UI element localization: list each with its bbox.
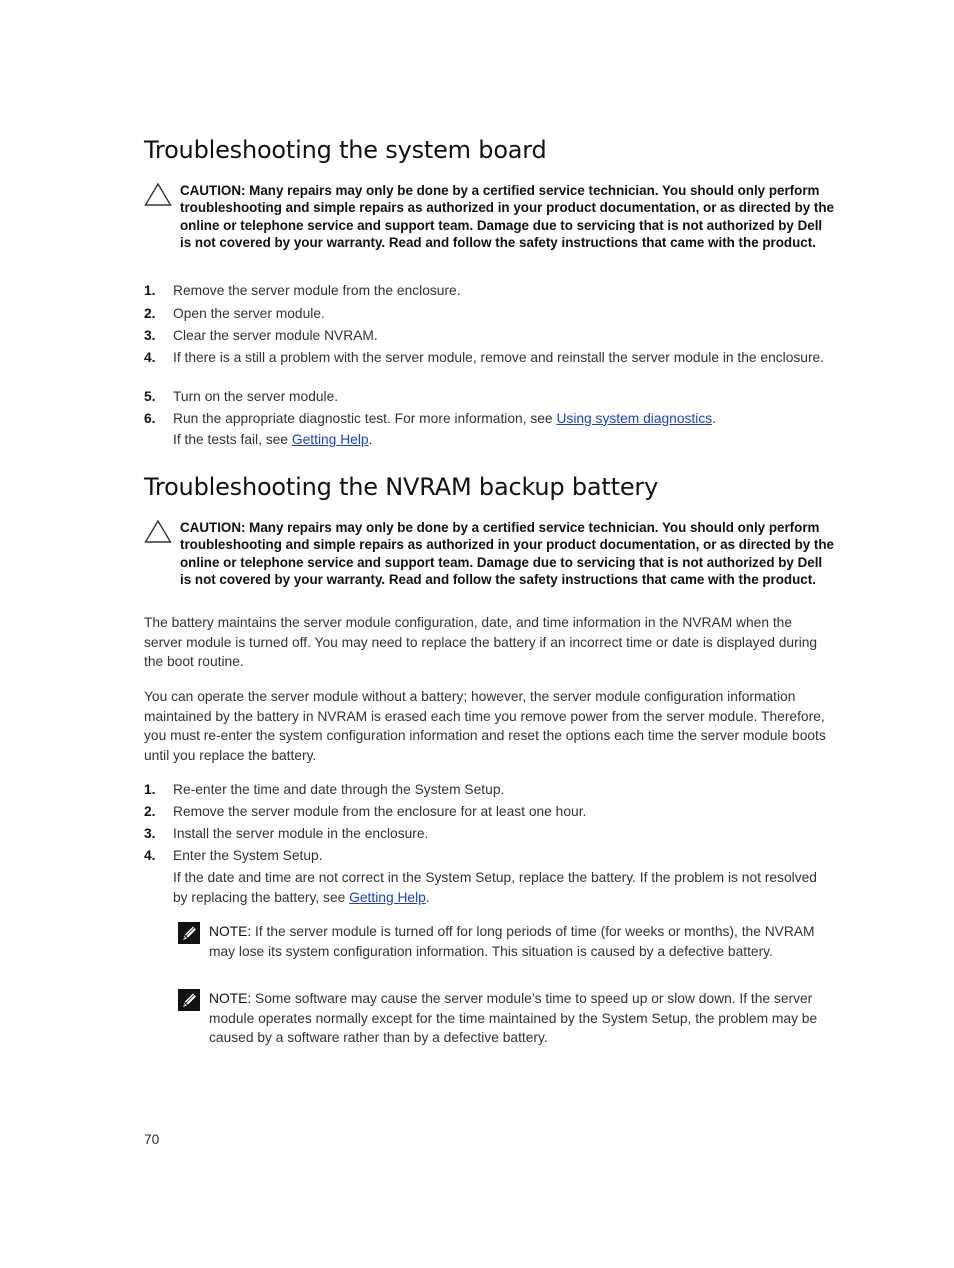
note-block [178, 922, 834, 961]
list-item [144, 282, 834, 305]
link-getting-help[interactable]: Getting Help [349, 889, 426, 905]
step-number: 3. [144, 327, 156, 343]
step-text: Install the server module in the enclosure. [173, 826, 429, 841]
followup-text [173, 868, 834, 907]
step-text: Remove the server module from the enclosure for at least one hour. [173, 804, 587, 819]
punctuation: . [368, 432, 373, 447]
step-text: If there is a still a problem with the server module, remove and reinstall the server module in the enclosure. [173, 349, 825, 365]
paragraph: The battery maintains the server module configuration, date, and time information in the NVRAM when the server module is turned off. You may need to replace the battery if an incorrect time or date is displayed during the boot routine. [144, 615, 818, 669]
step-number: 3. [144, 826, 156, 841]
followup-text [173, 430, 834, 450]
list-item [144, 825, 834, 847]
step-number: 5. [144, 388, 156, 404]
caution-text: CAUTION: Many repairs may only be done by a certified service technician. You should only perform troubleshooting and simple repairs as authorized in your product documentation, or as directed by the online or telephone service and support team. Damage due to servicing that is not authorized by Dell is not covered by your warranty. Read and follow the safety instructions that came with the product. [180, 520, 834, 588]
step-text: Open the server module. [173, 305, 325, 321]
page-number: 70 [144, 1132, 160, 1147]
note-text: Some software may cause the server module’s time to speed up or slow down. If the server module operates normally except for the time maintained by the System Setup, the problem may be caused by a software rather than by a defective battery. [209, 991, 818, 1045]
step-text: Remove the server module from the enclosure. [173, 283, 461, 298]
list-item [144, 847, 834, 869]
list-item [144, 305, 834, 327]
list-item [144, 327, 834, 349]
step-text: Turn on the server module. [173, 388, 339, 404]
note-pencil-icon [178, 989, 200, 1011]
note-pencil-icon [178, 922, 200, 944]
step-number: 2. [144, 305, 156, 321]
steps-list [144, 781, 834, 869]
step-number: 1. [144, 283, 156, 298]
note-block [178, 989, 834, 1048]
step-number: 1. [144, 782, 156, 797]
list-item [144, 388, 834, 410]
step-text: Enter the System Setup. [173, 848, 323, 863]
followup-sentence: If the date and time are not correct in the System Setup, replace the battery. If the problem is not resolved by replacing the battery, see [173, 870, 817, 905]
step-text: Clear the server module NVRAM. [173, 327, 378, 343]
caution-triangle-icon [144, 519, 172, 544]
caution-triangle-icon [144, 182, 172, 207]
section-title-system-board: Troubleshooting the system board [144, 136, 547, 164]
step-number: 4. [144, 349, 156, 365]
list-item [144, 349, 834, 388]
followup-sentence: If the tests fail, see [173, 432, 292, 447]
step-number: 2. [144, 804, 156, 819]
step-number: 4. [144, 848, 156, 863]
step-text: Re-enter the time and date through the System Setup. [173, 782, 505, 797]
list-item [144, 803, 834, 825]
section-title-nvram-battery: Troubleshooting the NVRAM backup battery [144, 473, 659, 501]
step-text: Run the appropriate diagnostic test. For more information, see [173, 410, 557, 426]
note-text: If the server module is turned off for long periods of time (for weeks or months), the NVRAM may lose its system configuration information. This situation is caused by a defective battery. [209, 924, 815, 959]
caution-text: CAUTION: Many repairs may only be done by a certified service technician. You should only perform troubleshooting and simple repairs as authorized in your product documentation, or as directed by the online or telephone service and support team. Damage due to servicing that is not authorized by Dell is not covered by your warranty. Read and follow the safety instructions that came with the product. [180, 183, 834, 251]
list-item [144, 781, 834, 803]
paragraph: You can operate the server module without a battery; however, the server module configuration information maintained by the battery in NVRAM is erased each time you remove power from the server module. Therefore, you must re-enter the system configuration information and reset the options each time the server module boots until you replace the battery. [144, 689, 826, 763]
punctuation: . [712, 410, 716, 426]
link-using-system-diagnostics[interactable]: Using system diagnostics [556, 410, 713, 426]
steps-list [144, 282, 834, 432]
note-label: NOTE: [209, 924, 252, 939]
list-item [144, 410, 834, 432]
punctuation: . [425, 889, 430, 905]
step-number: 6. [144, 410, 156, 426]
link-getting-help[interactable]: Getting Help [291, 432, 369, 447]
note-label: NOTE: [209, 991, 252, 1006]
